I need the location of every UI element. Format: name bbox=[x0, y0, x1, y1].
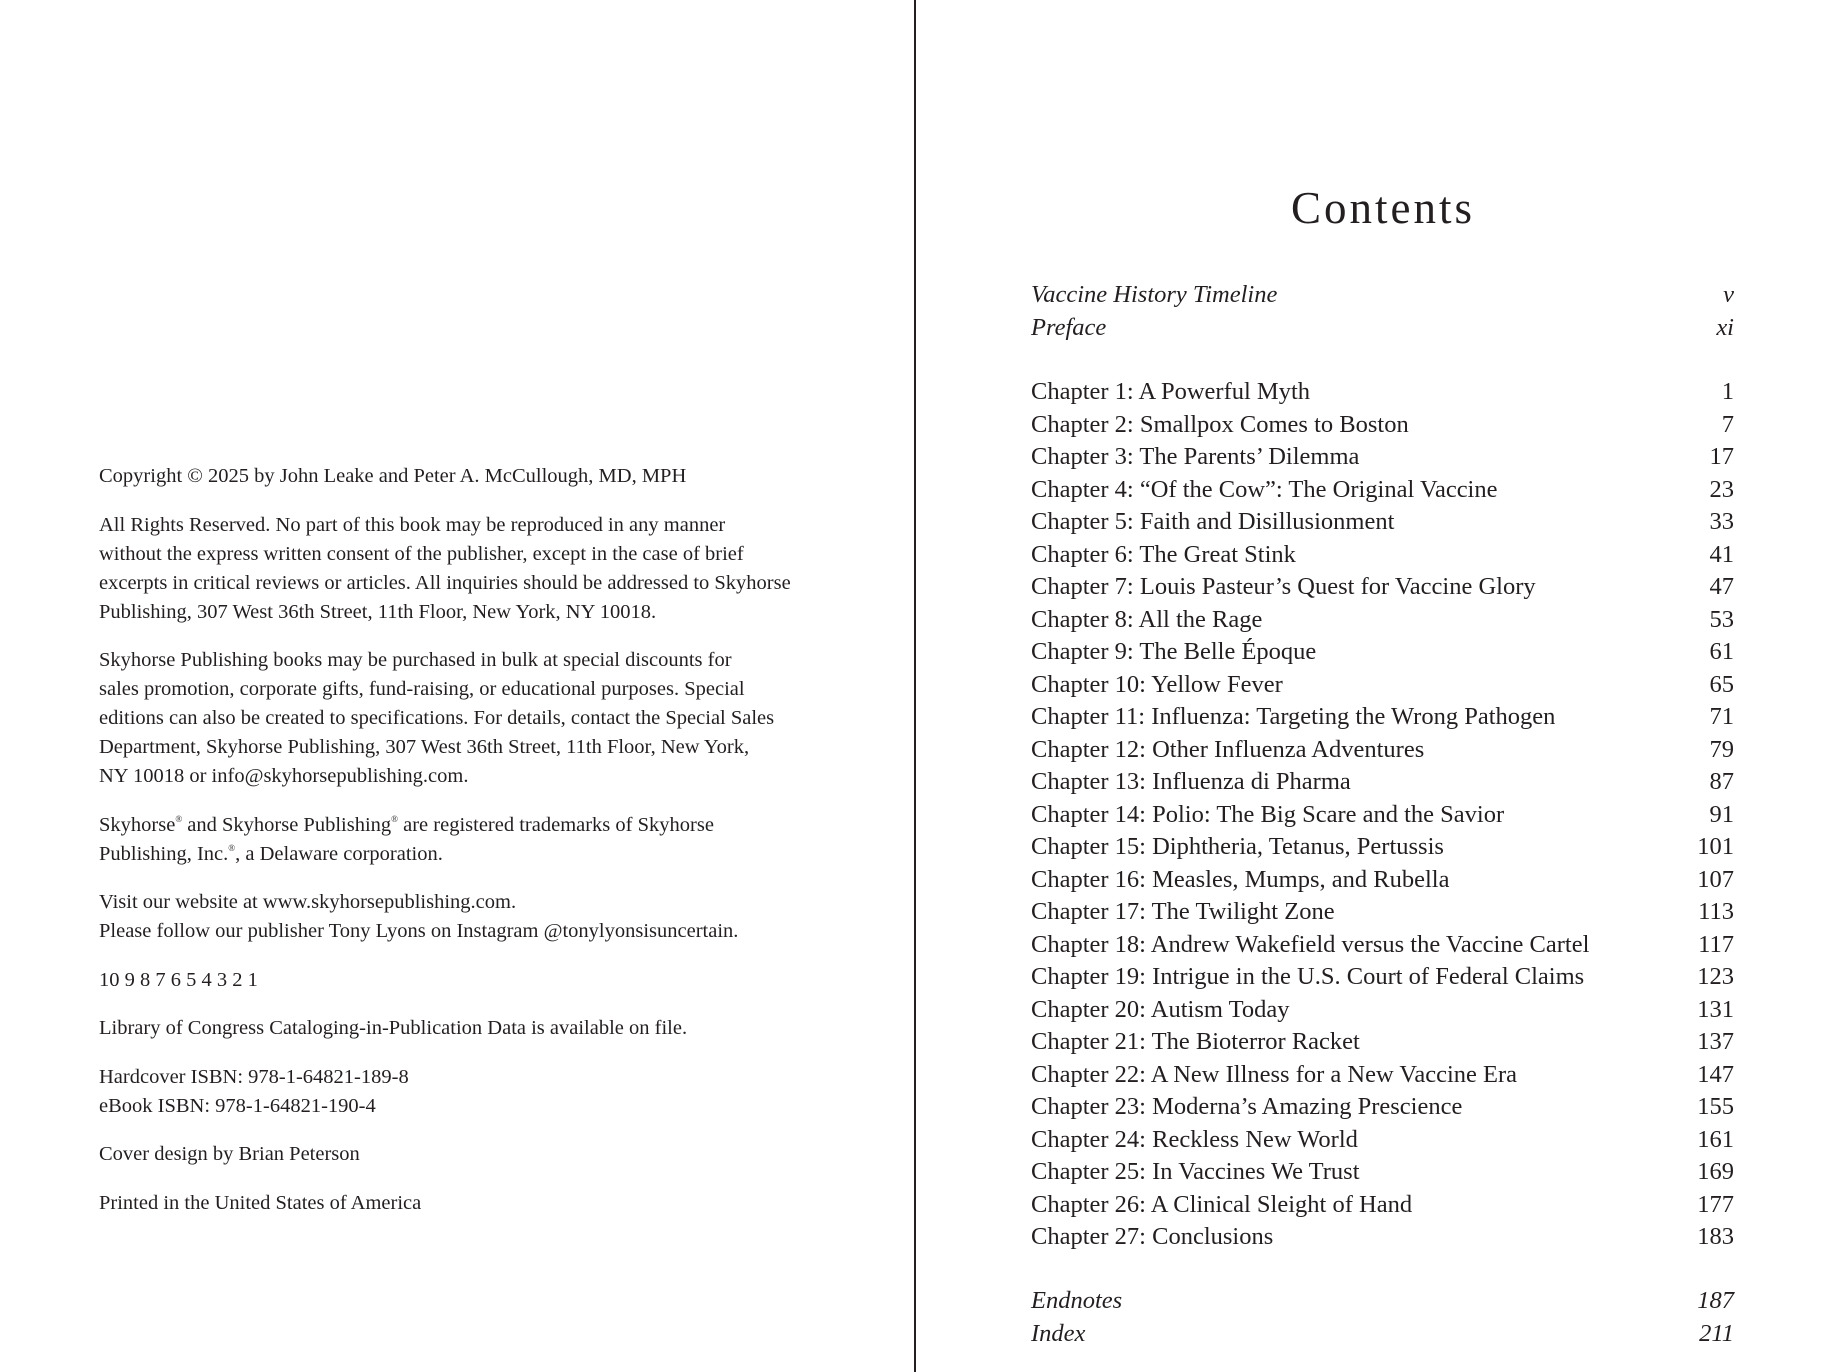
toc-entry-title: Chapter 1: A Powerful Myth bbox=[1031, 378, 1311, 405]
toc-entry bbox=[1031, 1026, 1734, 1059]
toc-entry bbox=[1031, 1091, 1734, 1124]
toc-back-matter bbox=[1031, 1285, 1734, 1350]
toc-entry bbox=[1031, 1285, 1734, 1318]
toc-chapters bbox=[1031, 376, 1734, 1254]
toc-entry-title: Chapter 26: A Clinical Sleight of Hand bbox=[1031, 1190, 1413, 1218]
toc-entry-page: 71 bbox=[1709, 703, 1734, 730]
toc-entry bbox=[1031, 409, 1734, 442]
toc-entry bbox=[1031, 929, 1734, 962]
page-gutter-divider bbox=[914, 0, 916, 1372]
toc-entry-page: 23 bbox=[1709, 475, 1734, 503]
bulk-line: Department, Skyhorse Publishing, 307 West 36th Street, 11th Floor, New York, bbox=[99, 736, 750, 758]
toc-entry-title: Chapter 12: Other Influenza Adventures bbox=[1031, 735, 1425, 763]
ebook-isbn: eBook ISBN: 978-1-64821-190-4 bbox=[99, 1094, 376, 1117]
isbn-paragraph bbox=[99, 1063, 819, 1121]
toc-entry-title: Chapter 8: All the Rage bbox=[1031, 605, 1263, 633]
toc-entry-page: 33 bbox=[1709, 508, 1734, 535]
toc-entry-page: 7 bbox=[1721, 410, 1734, 438]
toc-entry-title: Chapter 5: Faith and Disillusionment bbox=[1031, 508, 1395, 535]
toc-entry-page: 87 bbox=[1709, 768, 1734, 795]
library-of-congress-line: Library of Congress Cataloging-in-Publication Data is available on file. bbox=[99, 1017, 688, 1039]
toc-entry-title: Chapter 21: The Bioterror Racket bbox=[1031, 1028, 1360, 1055]
website-paragraph bbox=[99, 888, 819, 946]
toc-entry-page: 177 bbox=[1697, 1190, 1734, 1218]
toc-entry bbox=[1031, 539, 1734, 572]
trademark-line: Publishing, Inc.®, a Delaware corporation. bbox=[99, 842, 443, 865]
toc-entry-page: 161 bbox=[1697, 1125, 1734, 1153]
toc-entry bbox=[1031, 896, 1734, 929]
toc-entry-page: 169 bbox=[1697, 1158, 1734, 1185]
toc-entry-title: Chapter 14: Polio: The Big Scare and the Savior bbox=[1031, 800, 1505, 828]
toc-entry bbox=[1031, 441, 1734, 474]
toc-front-matter bbox=[1031, 279, 1734, 344]
toc-entry-page: 41 bbox=[1709, 540, 1734, 568]
toc-entry-page: xi bbox=[1716, 313, 1734, 341]
toc-entry bbox=[1031, 604, 1734, 637]
trademark-line: Skyhorse® and Skyhorse Publishing® are registered trademarks of Skyhorse bbox=[99, 813, 714, 836]
toc-entry-title: Chapter 24: Reckless New World bbox=[1031, 1125, 1358, 1153]
copyright-page bbox=[99, 462, 819, 1237]
toc-entry-page: 61 bbox=[1709, 638, 1734, 665]
cover-design-credit: Cover design by Brian Peterson bbox=[99, 1143, 360, 1165]
toc-entry-page: 79 bbox=[1709, 735, 1734, 763]
rights-line: excerpts in critical reviews or articles. All inquiries should be addressed to Skyhorse bbox=[99, 571, 791, 594]
bulk-line: Skyhorse Publishing books may be purchased in bulk at special discounts for bbox=[99, 649, 732, 671]
toc-entry-title: Vaccine History Timeline bbox=[1031, 281, 1278, 308]
bulk-line: NY 10018 or info@skyhorsepublishing.com. bbox=[99, 765, 469, 787]
toc-entry-page: 137 bbox=[1697, 1028, 1734, 1055]
toc-entry bbox=[1031, 994, 1734, 1027]
toc-entry-title: Chapter 19: Intrigue in the U.S. Court of Federal Claims bbox=[1031, 963, 1585, 990]
trademark-paragraph bbox=[99, 811, 819, 869]
toc-entry-title: Index bbox=[1031, 1319, 1086, 1347]
toc-entry bbox=[1031, 376, 1734, 409]
toc-entry bbox=[1031, 312, 1734, 345]
toc-entry-page: 65 bbox=[1709, 670, 1734, 698]
toc-entry bbox=[1031, 1318, 1734, 1351]
toc-entry-page: 17 bbox=[1709, 443, 1734, 470]
toc-entry-title: Chapter 9: The Belle Époque bbox=[1031, 638, 1317, 665]
toc-entry-title: Preface bbox=[1031, 313, 1107, 341]
rights-line: All Rights Reserved. No part of this book may be reproduced in any manner bbox=[99, 513, 726, 536]
toc-entry-page: 147 bbox=[1697, 1060, 1734, 1088]
toc-entry bbox=[1031, 1156, 1734, 1189]
toc-entry-page: 117 bbox=[1698, 930, 1734, 958]
printed-in-line: Printed in the United States of America bbox=[99, 1191, 422, 1214]
toc-entry-page: 107 bbox=[1697, 865, 1734, 893]
toc-entry-title: Chapter 22: A New Illness for a New Vaccine Era bbox=[1031, 1060, 1517, 1088]
website-line: Visit our website at www.skyhorsepublishing.com. bbox=[99, 891, 517, 913]
toc-entry-page: v bbox=[1723, 281, 1734, 308]
toc-entry-title: Chapter 3: The Parents’ Dilemma bbox=[1031, 443, 1360, 470]
toc-entry bbox=[1031, 701, 1734, 734]
toc-entry-page: 113 bbox=[1698, 898, 1734, 925]
toc-entry-page: 183 bbox=[1697, 1223, 1734, 1250]
toc-entry-title: Chapter 20: Autism Today bbox=[1031, 995, 1290, 1023]
toc-entry bbox=[1031, 1059, 1734, 1092]
registered-mark: ® bbox=[228, 842, 236, 853]
toc-entry bbox=[1031, 1221, 1734, 1254]
toc-entry-page: 131 bbox=[1697, 995, 1734, 1023]
toc-entry-title: Chapter 6: The Great Stink bbox=[1031, 540, 1296, 568]
rights-line: without the express written consent of the publisher, except in the case of brief bbox=[99, 542, 744, 565]
toc-entry-title: Chapter 11: Influenza: Targeting the Wrong Pathogen bbox=[1031, 703, 1556, 730]
toc-entry-title: Chapter 16: Measles, Mumps, and Rubella bbox=[1031, 865, 1450, 893]
toc-entry bbox=[1031, 1124, 1734, 1157]
toc-entry bbox=[1031, 864, 1734, 897]
toc-entry bbox=[1031, 279, 1734, 312]
toc-entry-title: Chapter 2: Smallpox Comes to Boston bbox=[1031, 410, 1409, 438]
toc-entry bbox=[1031, 961, 1734, 994]
toc-entry bbox=[1031, 734, 1734, 767]
toc-entry-title: Endnotes bbox=[1031, 1287, 1123, 1314]
toc-entry-title: Chapter 18: Andrew Wakefield versus the Vaccine Cartel bbox=[1031, 930, 1590, 958]
registered-mark: ® bbox=[175, 813, 183, 824]
toc-entry-page: 91 bbox=[1709, 800, 1734, 828]
toc-entry-page: 101 bbox=[1697, 833, 1734, 860]
toc-entry-page: 1 bbox=[1721, 378, 1734, 405]
toc-entry bbox=[1031, 571, 1734, 604]
toc-entry-title: Chapter 15: Diphtheria, Tetanus, Pertussis bbox=[1031, 833, 1444, 860]
toc-entry bbox=[1031, 474, 1734, 507]
toc-entry bbox=[1031, 636, 1734, 669]
toc-entry-title: Chapter 7: Louis Pasteur’s Quest for Vaccine Glory bbox=[1031, 573, 1536, 600]
rights-line: Publishing, 307 West 36th Street, 11th Floor, New York, NY 10018. bbox=[99, 600, 657, 623]
toc-entry bbox=[1031, 506, 1734, 539]
toc-entry-title: Chapter 25: In Vaccines We Trust bbox=[1031, 1158, 1360, 1185]
toc-entry bbox=[1031, 831, 1734, 864]
toc-entry bbox=[1031, 1189, 1734, 1222]
toc-entry-title: Chapter 10: Yellow Fever bbox=[1031, 670, 1283, 698]
toc-entry-page: 211 bbox=[1699, 1319, 1734, 1347]
toc-entry-title: Chapter 17: The Twilight Zone bbox=[1031, 898, 1335, 925]
toc-entry bbox=[1031, 799, 1734, 832]
toc-entry-title: Chapter 27: Conclusions bbox=[1031, 1223, 1274, 1250]
toc-entry-page: 53 bbox=[1709, 605, 1734, 633]
bulk-sales-paragraph bbox=[99, 646, 819, 791]
contents-title: Contents bbox=[1290, 183, 1475, 233]
toc-entry bbox=[1031, 669, 1734, 702]
toc-entry-title: Chapter 4: “Of the Cow”: The Original Vaccine bbox=[1031, 475, 1498, 503]
toc-entry-title: Chapter 23: Moderna’s Amazing Prescience bbox=[1031, 1093, 1463, 1120]
toc-entry-page: 123 bbox=[1697, 963, 1734, 990]
bulk-line: sales promotion, corporate gifts, fund-raising, or educational purposes. Special bbox=[99, 678, 745, 700]
registered-mark: ® bbox=[391, 813, 398, 824]
toc-entry-title: Chapter 13: Influenza di Pharma bbox=[1031, 768, 1351, 795]
toc-entry bbox=[1031, 766, 1734, 799]
instagram-line: Please follow our publisher Tony Lyons on Instagram @tonylyonsisuncertain. bbox=[99, 920, 739, 942]
hardcover-isbn: Hardcover ISBN: 978-1-64821-189-8 bbox=[99, 1065, 409, 1088]
printing-line: 10 9 8 7 6 5 4 3 2 1 bbox=[99, 968, 258, 991]
bulk-line: editions can also be created to specifications. For details, contact the Special Sales bbox=[99, 707, 775, 729]
toc-entry-page: 155 bbox=[1697, 1093, 1734, 1120]
rights-reserved-paragraph bbox=[99, 511, 819, 627]
toc-entry-page: 47 bbox=[1709, 573, 1734, 600]
toc-entry-page: 187 bbox=[1697, 1287, 1734, 1314]
copyright-notice: Copyright © 2025 by John Leake and Peter A. McCullough, MD, MPH bbox=[99, 465, 687, 487]
